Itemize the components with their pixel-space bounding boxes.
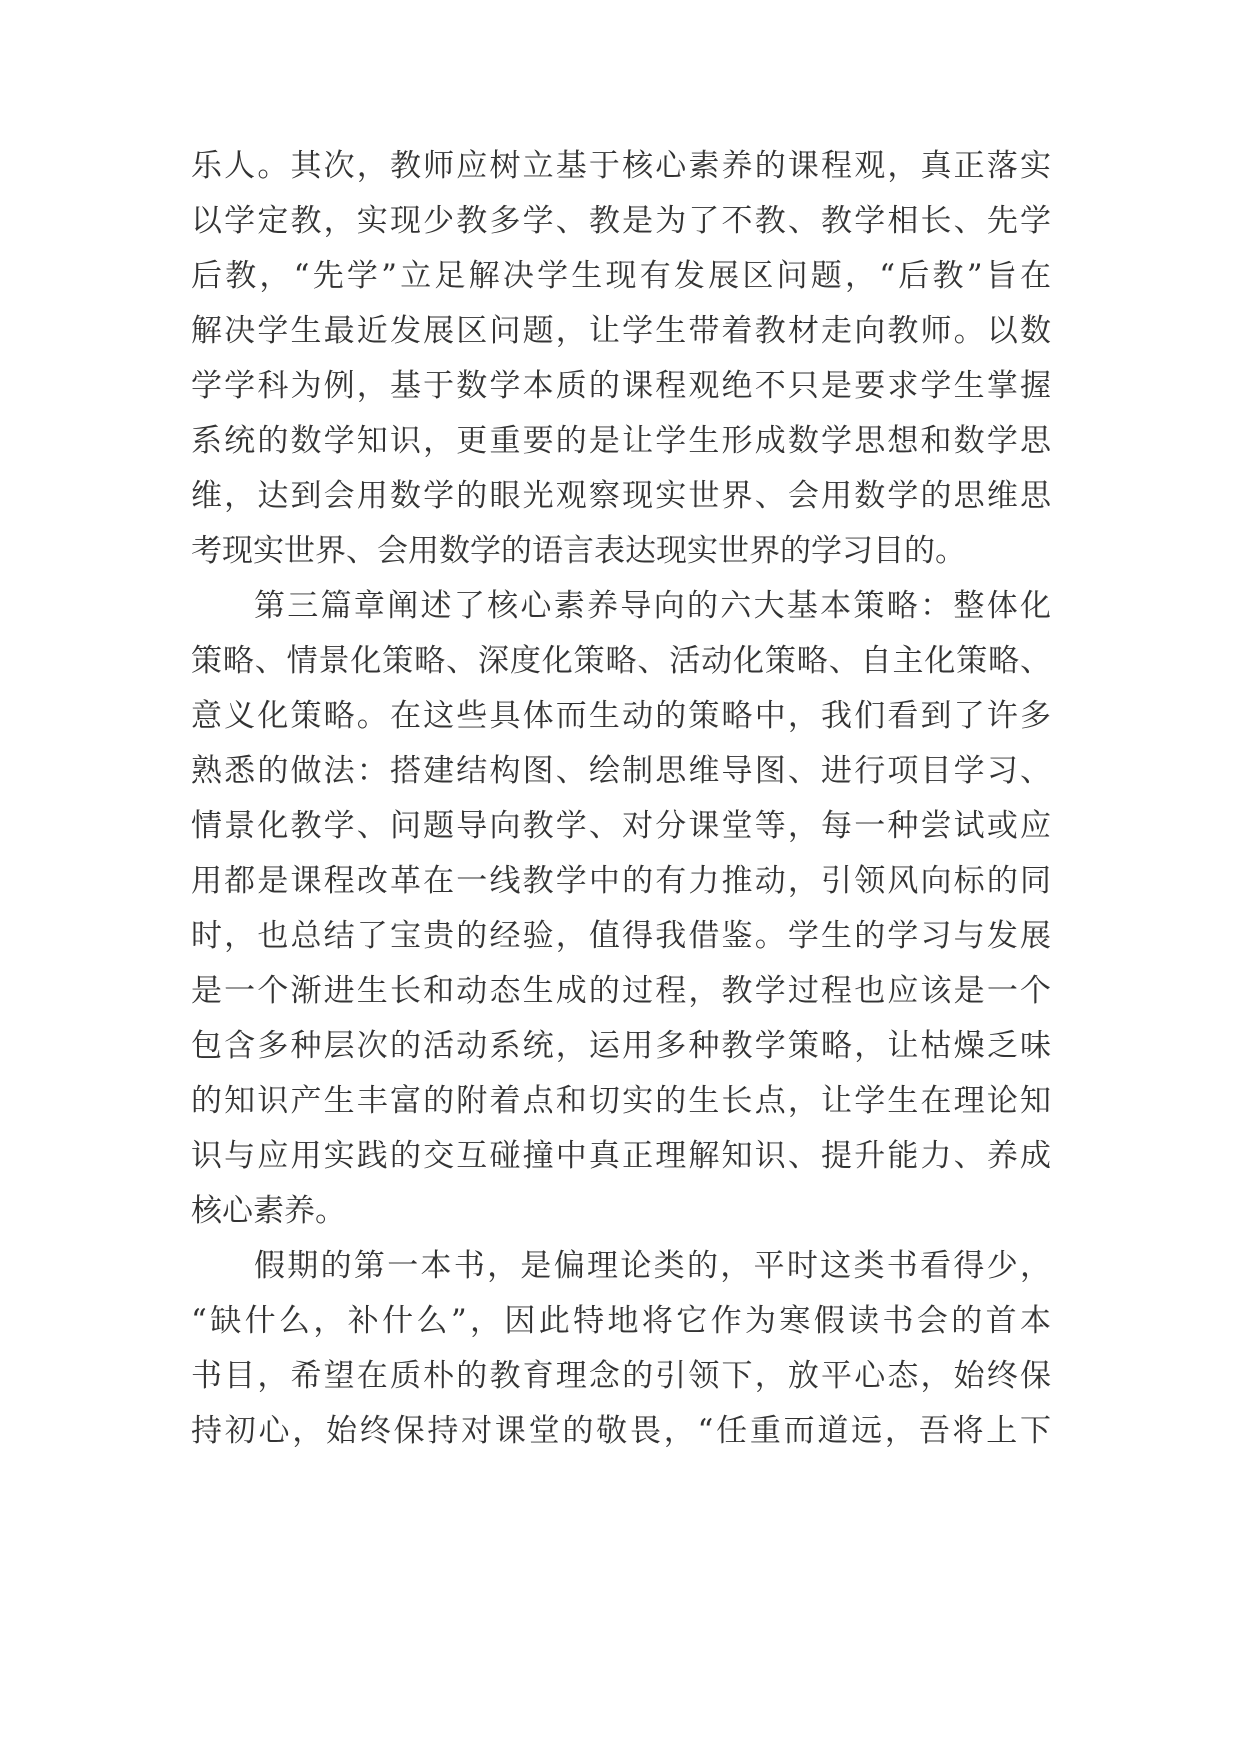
text-line: 后教，“先学”立足解决学生现有发展区问题，“后教”旨在 bbox=[191, 258, 1051, 294]
text-line: 的知识产生丰富的附着点和切实的生长点，让学生在理论知 bbox=[191, 1083, 1051, 1119]
text-line: 乐人。其次，教师应树立基于核心素养的课程观，真正落实 bbox=[191, 148, 1051, 184]
text-line: 学学科为例，基于数学本质的课程观绝不只是要求学生掌握 bbox=[191, 368, 1051, 404]
text-line: 情景化教学、问题导向教学、对分课堂等，每一种尝试或应 bbox=[191, 808, 1051, 844]
text-line: 系统的数学知识，更重要的是让学生形成数学思想和数学思 bbox=[191, 423, 1051, 459]
text-line: 时，也总结了宝贵的经验，值得我借鉴。学生的学习与发展 bbox=[191, 918, 1051, 954]
text-line: 意义化策略。在这些具体而生动的策略中，我们看到了许多 bbox=[191, 698, 1051, 734]
text-line: 策略、情景化策略、深度化策略、活动化策略、自主化策略、 bbox=[191, 643, 1051, 679]
text-line: 熟悉的做法：搭建结构图、绘制思维导图、进行项目学习、 bbox=[191, 753, 1051, 789]
text-line: 考现实世界、会用数学的语言表达现实世界的学习目的。 bbox=[191, 533, 966, 569]
text-line: 解决学生最近发展区问题，让学生带着教材走向教师。以数 bbox=[191, 313, 1051, 349]
text-line: 是一个渐进生长和动态生成的过程，教学过程也应该是一个 bbox=[191, 973, 1051, 1009]
text-line: 识与应用实践的交互碰撞中真正理解知识、提升能力、养成 bbox=[191, 1138, 1051, 1174]
paragraph-first-line: 假期的第一本书，是偏理论类的，平时这类书看得少， bbox=[254, 1248, 1051, 1284]
text-line: 以学定教，实现少教多学、教是为了不教、教学相长、先学 bbox=[191, 203, 1051, 239]
paragraph-first-line: 第三篇章阐述了核心素养导向的六大基本策略：整体化 bbox=[254, 588, 1051, 624]
text-line: 用都是课程改革在一线教学中的有力推动，引领风向标的同 bbox=[191, 863, 1051, 899]
text-line: 书目，希望在质朴的教育理念的引领下，放平心态，始终保 bbox=[191, 1358, 1051, 1394]
text-line: 维，达到会用数学的眼光观察现实世界、会用数学的思维思 bbox=[191, 478, 1051, 514]
text-line: “缺什么，补什么”，因此特地将它作为寒假读书会的首本 bbox=[191, 1303, 1051, 1339]
text-line: 核心素养。 bbox=[191, 1193, 346, 1229]
text-line: 包含多种层次的活动系统，运用多种教学策略，让枯燥乏味 bbox=[191, 1028, 1051, 1064]
text-line: 持初心，始终保持对课堂的敬畏，“任重而道远，吾将上下 bbox=[191, 1413, 1051, 1449]
